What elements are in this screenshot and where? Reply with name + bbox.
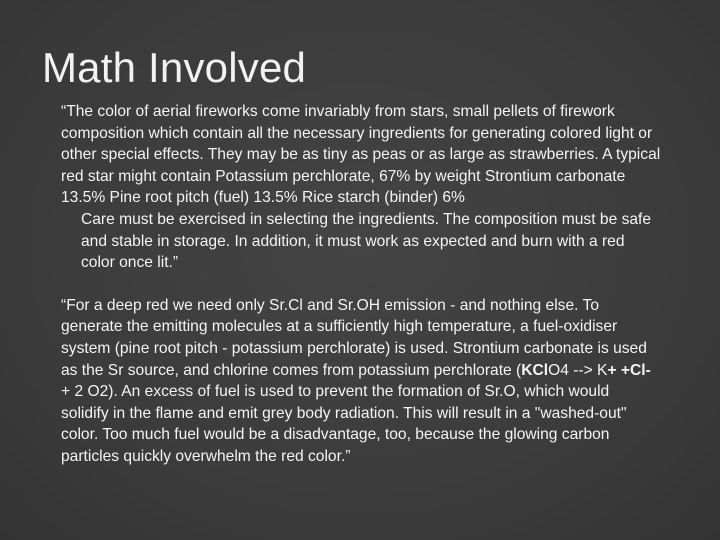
paragraph-fireworks-stars: “The color of aerial fireworks come invariably from stars, small pellets of firework composition which contain all the necessary ingredients for generating colored light or other special effects. They may be as tiny as peas or as large as strawberries. A typical red star might contain Potassium perchlorate, 67% by weight Strontium carbonate 13.5% Pine root pitch (fuel) 13.5% Rice starch (binder) 6% [61, 103, 661, 207]
deep-red-text-part1: “For a deep red we need only Sr.Cl and Sr.OH emission - and nothing else. To generate the emitting molecules at a sufficiently high temperature, a fuel-oxidiser system (pine root pitch - potassium perchlorate) is used. Strontium carbonate is used as the Sr source, and chlorine comes from potassium perchlorate ( [61, 296, 647, 379]
slide-body [61, 101, 661, 468]
paragraph-deep-red [61, 295, 661, 468]
formula-plus: + + [607, 361, 631, 379]
paragraph-care-ingredients: Care must be exercised in selecting the ingredients. The composition must be safe and stable in storage. In addition, it must work as expected and burn with a red color once lit.” [81, 210, 652, 272]
formula-cl-ion: Cl- [630, 361, 651, 379]
formula-o4-k: O4 --> K [548, 361, 608, 379]
paragraph-spacer [61, 274, 661, 295]
slide-title: Math Involved [42, 44, 307, 91]
deep-red-text-part2: + 2 O2). An excess of fuel is used to prevent the formation of Sr.O, which would solidify in the flame and emit grey body radiation. This will result in a "washed-out" color. Too much fuel would be a disadvantage, too, because the glowing carbon particles quickly overwhelm the red color.” [61, 383, 627, 465]
formula-kcl: KCl [521, 361, 549, 379]
